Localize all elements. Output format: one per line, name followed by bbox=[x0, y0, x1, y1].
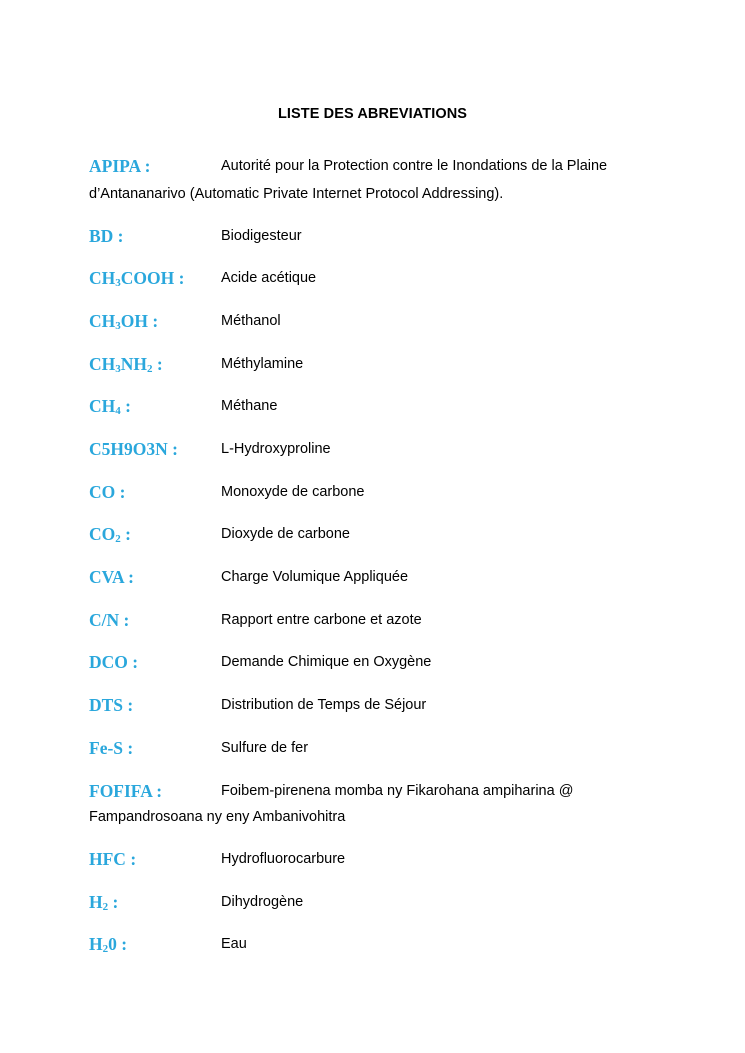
definition: Biodigesteur bbox=[221, 228, 302, 244]
abbreviation: CVA : bbox=[89, 567, 134, 587]
definition: Méthylamine bbox=[221, 356, 304, 372]
abbreviation: $CO_2$ : bbox=[89, 524, 131, 545]
abbreviation: HFC : bbox=[89, 849, 137, 869]
abbreviation: FOFIFA : bbox=[89, 781, 163, 801]
definition: Sulfure de fer bbox=[221, 740, 309, 756]
abbreviation: $CH_3NH_2$ : bbox=[89, 354, 163, 375]
definition: Dioxyde de carbone bbox=[221, 526, 350, 542]
definition: Rapport entre carbone et azote bbox=[221, 612, 422, 628]
definition-continued: Fampandrosoana ny eny Ambanivohitra bbox=[89, 809, 346, 825]
definition: Eau bbox=[221, 936, 247, 952]
definition: Méthanol bbox=[221, 313, 281, 329]
abbreviation: $H_20$ : bbox=[89, 934, 128, 955]
abbreviation: $H_2$ : bbox=[89, 892, 119, 913]
abbreviation: C/N : bbox=[89, 610, 130, 630]
definition: Autorité pour la Protection contre le Inondations de la Plaine bbox=[221, 158, 608, 174]
definition: Monoxyde de carbone bbox=[221, 484, 365, 500]
definition: Dihydrogène bbox=[221, 894, 304, 910]
definition: Acide acétique bbox=[221, 270, 317, 286]
definition-continued: d’Antananarivo (Automatic Private Internet Protocol Addressing). bbox=[89, 186, 504, 202]
abbreviation: DCO : bbox=[89, 652, 139, 672]
definition: Foibem-pirenena momba ny Fikarohana ampiharina @ bbox=[221, 783, 574, 799]
definition: Charge Volumique Appliquée bbox=[221, 569, 409, 585]
abbreviation: CO : bbox=[89, 482, 126, 502]
abbreviation: $CH_3OH$ : bbox=[89, 311, 159, 332]
abbreviation: $CH_3COOH$ : bbox=[89, 268, 185, 289]
abbreviation: APIPA : bbox=[89, 156, 151, 176]
page-title: LISTE DES ABREVIATIONS bbox=[277, 106, 468, 122]
definition: Distribution de Temps de Séjour bbox=[221, 697, 427, 713]
abbreviation: Fe-S : bbox=[89, 738, 134, 758]
definition: Hydrofluorocarbure bbox=[221, 851, 346, 867]
definition: L-Hydroxyproline bbox=[221, 441, 331, 457]
definition: Demande Chimique en Oxygène bbox=[221, 654, 432, 670]
abbreviation: DTS : bbox=[89, 695, 134, 715]
definition: Méthane bbox=[221, 398, 278, 414]
abbreviation: BD : bbox=[89, 226, 124, 246]
abbreviation: $CH_4$ : bbox=[89, 396, 131, 417]
abbreviation: C5H9O3N : bbox=[89, 439, 178, 459]
